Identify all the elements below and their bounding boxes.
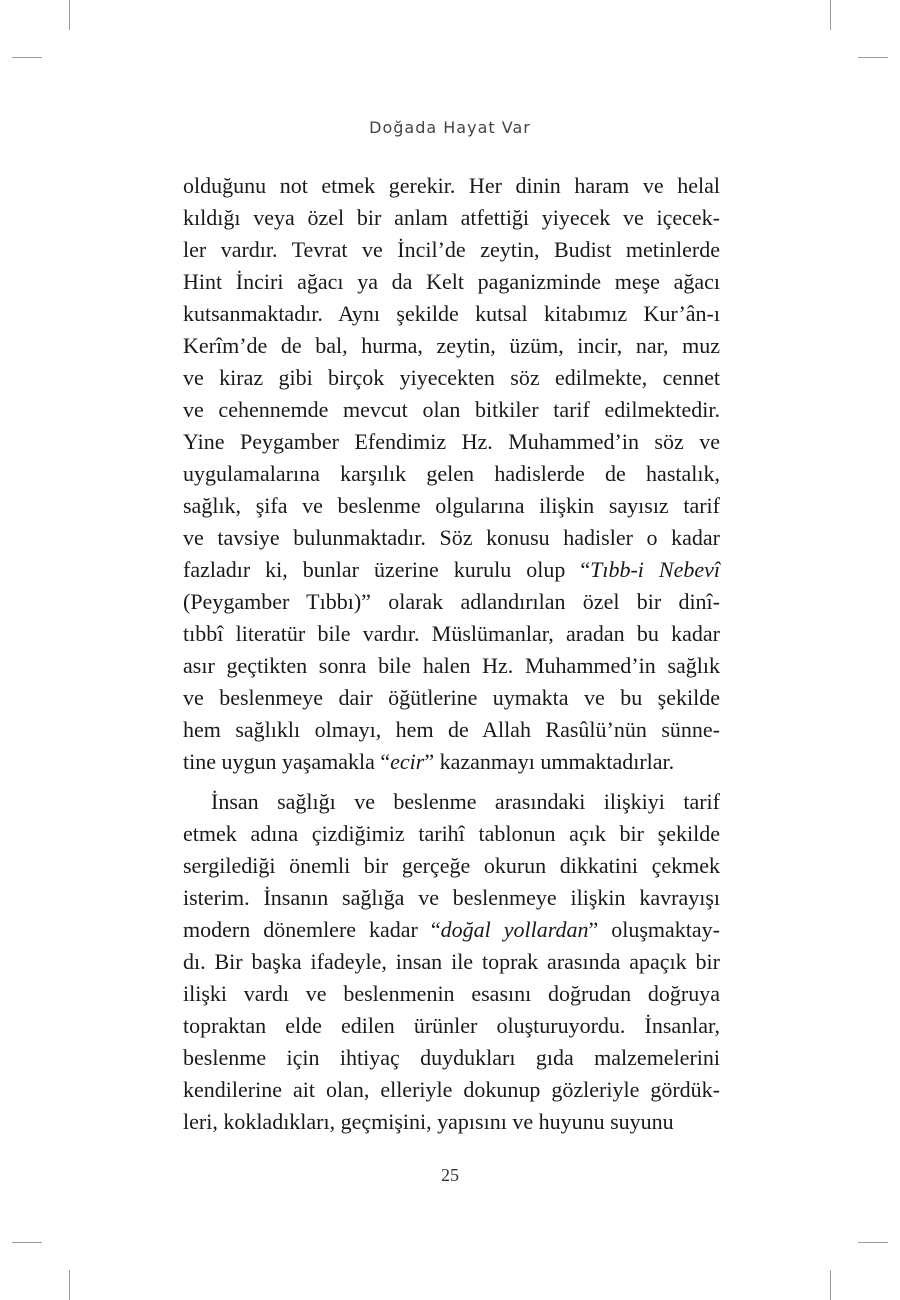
text-run: dı. Bir başka ifadeyle, insan ile toprak arasında apaçık bir: [183, 949, 720, 974]
text-run: olduğunu not etmek gerekir. Her dinin haram ve helal: [183, 173, 720, 198]
text-line: [183, 714, 720, 746]
running-head: Doğada Hayat Var: [369, 118, 531, 137]
text-line: [183, 490, 720, 522]
text-line: [183, 946, 720, 978]
text-run: ler vardır. Tevrat ve İncil’de zeytin, Budist metinlerde: [183, 237, 720, 262]
text-line: [183, 298, 720, 330]
crop-mark: [830, 0, 831, 30]
text-run: Kerîm’de de bal, hurma, zeytin, üzüm, incir, nar, muz: [183, 333, 720, 358]
text-line: [183, 170, 720, 202]
text-line: [183, 362, 720, 394]
paragraph: [183, 170, 720, 778]
text-line: [183, 426, 720, 458]
crop-mark: [69, 1270, 70, 1300]
text-line: [183, 650, 720, 682]
text-run: leri, kokladıkları, geçmişini, yapısını ve huyunu suyunu: [183, 1109, 674, 1134]
italic-text: ecir: [390, 749, 425, 774]
text-run: ” kazanmayı ummaktadırlar.: [424, 749, 675, 774]
text-run: Yine Peygamber Efendimiz Hz. Muhammed’in söz ve: [183, 429, 720, 454]
text-line: [183, 850, 720, 882]
text-run: sergilediği önemli bir gerçeğe okurun dikkatini çekmek: [183, 853, 720, 878]
text-line: [183, 786, 720, 818]
text-line: [183, 1074, 720, 1106]
text-run: modern dönemlere kadar “: [183, 917, 441, 942]
text-run: ve tavsiye bulunmaktadır. Söz konusu hadisler o kadar: [183, 525, 720, 550]
crop-mark: [830, 1270, 831, 1300]
text-line: [183, 554, 720, 586]
text-run: (Peygamber Tıbbı)” olarak adlandırılan özel bir dinî-: [183, 589, 720, 614]
text-run: kutsanmaktadır. Aynı şekilde kutsal kitabımız Kur’ân-ı: [183, 301, 720, 326]
text-line: [183, 330, 720, 362]
text-line: [183, 394, 720, 426]
text-line: [183, 266, 720, 298]
text-line: [183, 1042, 720, 1074]
text-line: [183, 978, 720, 1010]
text-line: [183, 682, 720, 714]
text-run: sağlık, şifa ve beslenme olgularına ilişkin sayısız tarif: [183, 493, 720, 518]
text-line: [183, 746, 720, 778]
text-line: [183, 202, 720, 234]
text-run: beslenme için ihtiyaç duydukları gıda malzemelerini: [183, 1045, 720, 1070]
text-run: kendilerine ait olan, elleriyle dokunup gözleriyle gördük-: [183, 1077, 720, 1102]
text-line: [183, 1106, 720, 1138]
text-run: topraktan elde edilen ürünler oluşturuyordu. İnsanlar,: [183, 1013, 720, 1038]
text-line: [183, 522, 720, 554]
text-line: [183, 458, 720, 490]
crop-mark: [858, 1242, 888, 1243]
crop-mark: [69, 0, 70, 30]
text-line: [183, 1010, 720, 1042]
text-line: [183, 234, 720, 266]
text-run: tıbbî literatür bile vardır. Müslümanlar, aradan bu kadar: [183, 621, 720, 646]
italic-text: Tıbb-i Nebevî: [590, 557, 720, 582]
crop-mark: [12, 57, 42, 58]
text-run: etmek adına çizdiğimiz tarihî tablonun açık bir şekilde: [183, 821, 720, 846]
crop-mark: [858, 57, 888, 58]
text-line: [183, 914, 720, 946]
text-run: ” oluşmaktay-: [588, 917, 720, 942]
text-line: [183, 586, 720, 618]
crop-mark: [12, 1242, 42, 1243]
text-run: fazladır ki, bunlar üzerine kurulu olup “: [183, 557, 591, 582]
paragraph: [183, 786, 720, 1138]
text-run: Hint İnciri ağacı ya da Kelt paganizminde meşe ağacı: [183, 269, 720, 294]
text-run: ve beslenmeye dair öğütlerine uymakta ve bu şekilde: [183, 685, 720, 710]
text-run: tine uygun yaşamakla “: [183, 749, 391, 774]
text-line: [183, 882, 720, 914]
text-run: İnsan sağlığı ve beslenme arasındaki ilişkiyi tarif: [211, 789, 720, 814]
text-run: hem sağlıklı olmayı, hem de Allah Rasûlü’nün sünne-: [183, 717, 720, 742]
text-run: isterim. İnsanın sağlığa ve beslenmeye ilişkin kavrayışı: [183, 885, 720, 910]
text-run: ve kiraz gibi birçok yiyecekten söz edilmekte, cennet: [183, 365, 720, 390]
italic-text: doğal yollardan: [440, 917, 589, 942]
text-run: ve cehennemde mevcut olan bitkiler tarif edilmektedir.: [183, 397, 720, 422]
text-run: kıldığı veya özel bir anlam atfettiği yiyecek ve içecek-: [183, 205, 720, 230]
text-run: asır geçtikten sonra bile halen Hz. Muhammed’in sağlık: [183, 653, 720, 678]
text-line: [183, 818, 720, 850]
page-number: 25: [441, 1165, 459, 1185]
body-text: [183, 170, 720, 1138]
text-line: [183, 618, 720, 650]
text-run: ilişki vardı ve beslenmenin esasını doğrudan doğruya: [183, 981, 720, 1006]
text-run: uygulamalarına karşılık gelen hadislerde de hastalık,: [183, 461, 720, 486]
